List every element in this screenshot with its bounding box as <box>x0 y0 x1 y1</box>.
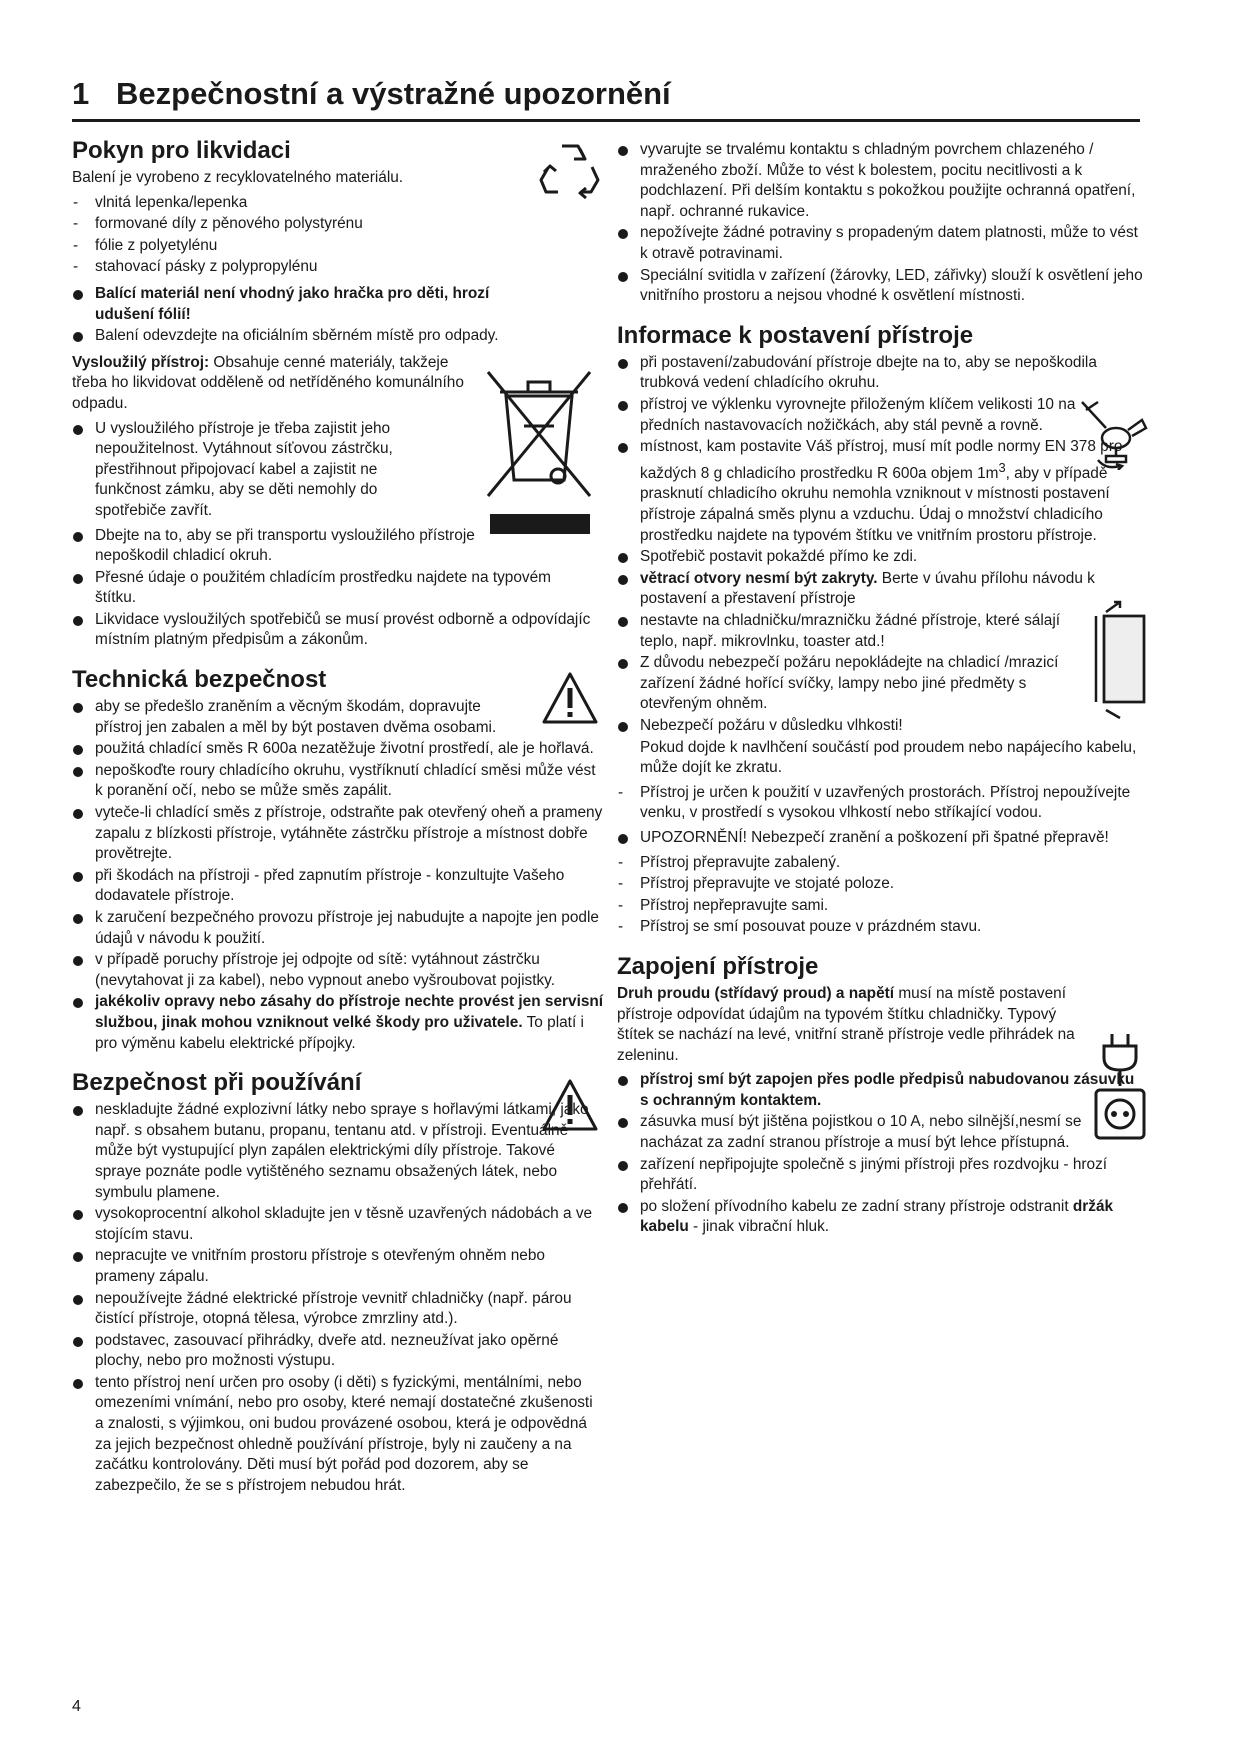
list-item: vysokoprocentní alkohol skladujte jen v těsně uzavřených nádobách a ve stojícím stavu. <box>72 1204 604 1245</box>
current-type-text: musí na místě postavení přístroje odpovídat údajům na typovém štítku chladničky. Typový štítek se nachází na levé, vnitřní straně přístroje vedle přihrádek na zeleninu. <box>617 984 1075 1064</box>
paragraph: Balení je vyrobeno z recyklovatelného materiálu. <box>72 169 404 186</box>
room-volume-text-continued: , aby v případě prasknutí chladicího okruhu nemohla vzniknout v místnosti postavení přístroje zápalná směs plynu a vzduchu. Údaj o množství chladicího prostředku najdete na typovém štítku ve vnitřním prostoru přístroje. <box>640 464 1110 544</box>
current-type-label: Druh proudu (střídavý proud) a napětí <box>617 984 895 1002</box>
cable-holder-label: držák kabelu <box>640 1197 1114 1236</box>
bullet-list <box>617 1070 1145 1238</box>
old-appliance-label: Vysloužilý přístroj: <box>72 353 210 371</box>
list-item <box>617 569 1095 610</box>
list-item: U vysloužilého přístroje je třeba zajistit jeho nepoužitelnost. Vytáhnout síťovou zástrčku, přestřihnout připojovací kabel a zajistit ne funkčnost zámku, aby se děti nemohly do spotřebiče zavřít. <box>72 419 445 522</box>
list-item: při postavení/zabudování přístroje dbejte na to, aby se nepoškodila trubková vedení chladícího okruhu. <box>617 353 1145 394</box>
dash-list <box>617 853 1145 938</box>
old-appliance-text: Obsahuje cenné materiály, takžeje třeba ho likvidovat odděleně od netříděného komunálního odpadu. <box>72 353 464 412</box>
page-title <box>72 74 1142 114</box>
connection-section <box>617 952 1145 1238</box>
section-title: Technická bezpečnost <box>72 666 327 694</box>
list-item: nepoužívejte žádné elektrické přístroje vevnitř chladničky (např. párou čistící přístroje, otopná tělesa, výrobce zmrzliny atd.). <box>72 1289 604 1330</box>
list-item: UPOZORNĚNÍ! Nebezpečí zranění a poškození při špatné přepravě! <box>617 828 1145 849</box>
list-item <box>617 1197 1145 1238</box>
list-item: - formované díly z pěnového polystyrénu <box>72 214 532 235</box>
list-item: zásuvka musí být jištěna pojistkou o 10 A, nebo silnější,nesmí se nacházat za zadní stranou přístroje a musí být lehce přístupná. <box>617 1112 1145 1153</box>
room-volume-text: místnost, kam postavite Váš přístroj, musí mít podle normy EN 378 pro každých 8 g chladicího prostředku R 600a objem 1m <box>640 438 1123 482</box>
list-item: nestavte na chladničku/mrazničku žádné přístroje, které sálají teplo, např. mikrovlnku, toaster atd.! <box>617 611 1095 652</box>
cable-holder-end: - jinak vibrační hluk. <box>688 1218 830 1236</box>
chapter-title: Bezpečnostní a výstražné upozornění <box>116 76 671 111</box>
placement-section <box>617 321 1145 938</box>
bullet-list <box>72 1100 604 1496</box>
vent-warning: větrací otvory nesmí být zakryty. <box>640 569 878 587</box>
list-item <box>617 437 1145 546</box>
list-item: - Přístroj nepřepravujte sami. <box>617 896 1145 917</box>
usage-safety-section <box>72 1068 604 1496</box>
list-item: Balící materiál není vhodný jako hračka pro děti, hrozí udušení fólií! <box>72 284 515 325</box>
page-number: 4 <box>72 1698 81 1715</box>
bullet-list <box>617 353 1145 737</box>
bullet-list <box>72 697 604 1054</box>
section-title: Bezpečnost při používání <box>72 1069 362 1097</box>
list-item: tento přístroj není určen pro osoby (i děti) s fyzickými, mentálními, nebo omezeními vnímání, nebo pro osoby, které nemají dostatečné zkušenosti a znalosti, s výjimkou, oni budou provázené osobou, která je odpovědná za jejich bezpečnost ohledně používání přístroje, byly ni zaučeny a na začátku kontrolovány. Děti musí být pořád pod dozorem, aby se zabezpečilo, že se s přístrojem nebudou hrát. <box>72 1373 604 1497</box>
list-item: k zaručení bezpečného provozu přístroje jej nabudujte a napojte jen podle údajů v návodu k použití. <box>72 908 604 949</box>
cable-holder-text: po složení přívodního kabelu ze zadní strany přístroje odstranit <box>640 1197 1073 1215</box>
list-item: zařízení nepřipojujte společně s jinými přístroji přes rozdvojku - hrozí přehřátí. <box>617 1155 1120 1196</box>
list-item: vyteče-li chladící směs z přístroje, odstraňte pak otevřený oheň a prameny zapalu z blízkosti přístroje, vytáhněte zástrčku přístroje a místnost dobře provětrejte. <box>72 803 604 865</box>
section-title: Zapojení přístroje <box>617 952 819 980</box>
list-item: nepoškoďte roury chladícího okruhu, vystříknutí chladící směsi může vést k poranění očí, nebo se může směs zapálit. <box>72 761 604 802</box>
list-item: přístroj smí být zapojen přes podle předpisů nabudovanou zásuvku s ochranným kontaktem. <box>617 1070 1145 1111</box>
list-item: přístroj ve výklenku vyrovnejte přiloženým klíčem velikosti 10 na předních nastavovacích nožičkách, aby stál pevně a rovně. <box>617 395 1085 436</box>
list-item: Přesné údaje o použitém chladícím prostředku najdete na typovém štítku. <box>72 568 555 609</box>
title-rule <box>72 119 1140 122</box>
bullet-list <box>617 828 1145 849</box>
right-column <box>617 140 1145 1242</box>
list-item: - Přístroj se smí posouvat pouze v prázdném stavu. <box>617 917 1145 938</box>
bullet-list <box>72 284 592 347</box>
vent-note: Berte v úvahu přílohu návodu k postavení a přestavení přístroje <box>640 569 1095 608</box>
list-item: - stahovací pásky z polypropylénu <box>72 257 532 278</box>
paragraph <box>72 353 482 415</box>
list-item: Likvidace vysloužilých spotřebičů se musí provést odborně a odpovídajíc místním platným předpisům a zákonům. <box>72 610 615 651</box>
bullet-list <box>72 419 482 522</box>
list-item: při škodách na přístroji - před zapnutím přístroje - konzultujte Vašeho dodavatele přístroje. <box>72 866 604 907</box>
list-item: vyvarujte se trvalému kontaktu s chladným povrchem chlazeného / mraženého zboží. Může to vést k bolestem, pocitu necitlivosti a k podchlazení. Při delším kontaktu s pokožkou použijte ochranná opatření, např. ochranné rukavice. <box>617 140 1145 222</box>
list-item: Balení odevzdejte na oficiálním sběrném místě pro odpady. <box>72 326 592 347</box>
dash-list <box>617 783 1145 824</box>
left-column <box>72 136 604 1500</box>
list-item: použitá chladící směs R 600a nezatěžuje životní prostředí, ale je hořlavá. <box>72 739 604 760</box>
superscript: 3 <box>998 459 1006 475</box>
list-item: - Přístroj přepravujte zabalený. <box>617 853 1145 874</box>
list-item: - Přístroj přepravujte ve stojaté poloze. <box>617 874 1145 895</box>
bullet-list <box>617 140 1145 307</box>
old-appliance-block <box>72 353 482 522</box>
disposal-section <box>72 136 532 278</box>
list-item: neskladujte žádné explozivní látky nebo spraye s hořlavými látkami, jako např. s obsahem butanu, propanu, tentanu atd. v přístroji. Eventuálně může být vystupující plyn zapálen elektrickými díly přístroje. Takové spraye poznáte podle vytištěného seznamu obsažených látek, nebo symbulu plamene. <box>72 1100 604 1203</box>
technical-safety-section <box>72 665 604 1054</box>
chapter-number: 1 <box>72 76 90 111</box>
list-item: Nebezpečí požáru v důsledku vlhkosti! <box>617 716 1145 737</box>
list-item: v případě poruchy přístroje jej odpojte od sítě: vytáhnout zástrčku (nevytahovat ji za kabel), nebo vypnout anebo vyšroubovat pojistky. <box>72 950 604 991</box>
paragraph <box>617 984 1087 1066</box>
list-item: nepracujte ve vnitřním prostoru přístroje s otevřeným ohněm nebo prameny zápalu. <box>72 1246 604 1287</box>
list-item <box>72 992 604 1054</box>
list-item: aby se předešlo zraněním a věcným škodám, dopravujte přístroj jen zabalen a měl by být postaven dvěma osobami. <box>72 697 525 738</box>
list-item: Dbejte na to, aby se při transportu vysloužilého přístroje nepoškodil chladicí okruh. <box>72 526 495 567</box>
list-item: nepožívejte žádné potraviny s propadeným datem platnosti, může to vést k otravě potravinami. <box>617 223 1145 264</box>
paragraph: Pokud dojde k navlhčení součástí pod proudem nebo napájecího kabelu, může dojít ke zkratu. <box>640 738 1137 777</box>
list-item: - Přístroj je určen k použití v uzavřených prostorách. Přístroj nepoužívejte venku, v prostředí s vysokou vlhkostí nebo stříkající vodou. <box>617 783 1145 824</box>
bullet-list <box>72 526 604 652</box>
dash-list <box>72 193 532 278</box>
list-item: Spotřebič postavit pokaždé přímo ke zdi. <box>617 547 1145 568</box>
repair-note: To platí i pro výměnu kabelu elektrické přípojky. <box>95 1013 584 1052</box>
repair-warning: jakékoliv opravy nebo zásahy do přístroje nechte provést jen servisní službou, jinak mohou vzniknout velké škody pro uživatele. <box>95 993 604 1031</box>
list-item: - fólie z polyetylénu <box>72 236 532 257</box>
list-item: podstavec, zasouvací přihrádky, dveře atd. nezneužívat jako opěrné plochy, nebo pro možnosti výstupu. <box>72 1331 604 1372</box>
section-title: Pokyn pro likvidaci <box>72 137 291 164</box>
list-item: Speciální svitidla v zařízení (žárovky, LED, zářivky) slouží k osvětlení jeho vnitřního prostoru a nejsou vhodné k osvětlení místnosti. <box>617 266 1145 307</box>
section-title: Informace k postavení přístroje <box>617 321 974 349</box>
list-item: Z důvodu nebezpečí požáru nepokládejte na chladicí /mrazicí zařízení žádné hořící svíčky, lampy nebo jiné předměty s otevřeným ohněm. <box>617 653 1095 715</box>
list-item: - vlnitá lepenka/lepenka <box>72 193 532 214</box>
